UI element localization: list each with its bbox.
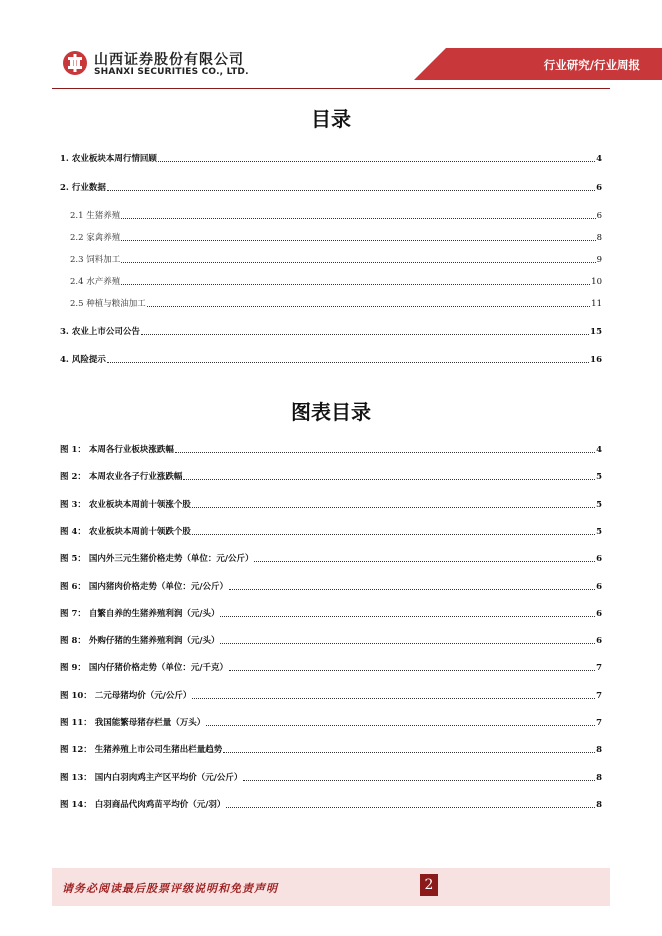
dot-leader: [183, 479, 595, 480]
dot-leader: [192, 698, 595, 699]
toc-item-page: 16: [590, 355, 602, 365]
figure-list-item[interactable]: [60, 797, 602, 811]
figure-list-item[interactable]: [60, 606, 602, 620]
toc-item[interactable]: [70, 208, 602, 222]
figure-list-item[interactable]: [60, 469, 602, 483]
company-name-cn: 山西证券股份有限公司: [94, 52, 244, 68]
figure-item-label: 图 13： 国内白羽肉鸡主产区平均价（元/公斤）: [60, 772, 243, 783]
figure-item-label: 图 10： 二元母猪均价（元/公斤）: [60, 690, 192, 701]
dot-leader: [192, 534, 595, 535]
figure-item-label: 图 7： 自繁自养的生猪养殖利润（元/头）: [60, 608, 220, 619]
figure-item-label: 图 14： 白羽商品代肉鸡苗平均价（元/羽）: [60, 799, 226, 810]
dot-leader: [220, 643, 595, 644]
toc-item-label: 3. 农业上市公司公告: [60, 327, 140, 337]
figure-list-item[interactable]: [60, 442, 602, 456]
dot-leader: [121, 240, 595, 241]
figure-item-page: 5: [596, 499, 602, 510]
figure-item-label: 图 8： 外购仔猪的生猪养殖利润（元/头）: [60, 636, 220, 647]
toc-item[interactable]: [70, 274, 602, 288]
page-number: 2: [420, 874, 438, 896]
figure-item-page: 8: [596, 772, 602, 783]
dot-leader: [223, 752, 595, 753]
toc-item-label: 2. 行业数据: [60, 183, 106, 193]
dot-leader: [206, 725, 595, 726]
dot-leader: [121, 262, 595, 263]
toc-item-page: 9: [596, 255, 602, 265]
dot-leader: [107, 190, 595, 191]
figure-item-page: 6: [596, 608, 602, 619]
toc-title: 目录: [311, 107, 351, 131]
figure-item-page: 8: [596, 799, 602, 810]
toc-item[interactable]: [60, 352, 602, 366]
toc-item-page: 6: [596, 183, 602, 193]
figure-item-page: 4: [596, 445, 602, 455]
toc-item[interactable]: [60, 324, 602, 338]
figure-list-item[interactable]: [60, 551, 602, 565]
figure-item-label: 图 5： 国内外三元生猪价格走势（单位：元/公斤）: [60, 554, 254, 565]
dot-leader: [107, 362, 589, 363]
toc-item-label: 2.2 家禽养殖: [70, 233, 121, 243]
figure-item-label: 图 6： 国内猪肉价格走势（单位：元/公斤）: [60, 581, 228, 592]
toc-item[interactable]: [70, 230, 602, 244]
figure-item-page: 7: [596, 690, 602, 701]
figure-item-page: 6: [596, 636, 602, 647]
figure-item-page: 5: [596, 526, 602, 537]
company-logo-icon: [62, 50, 88, 76]
figure-list-item[interactable]: [60, 715, 602, 729]
toc-item-page: 4: [596, 154, 602, 164]
dot-leader: [141, 334, 589, 335]
toc-item-label: 2.5 种植与粮油加工: [70, 299, 146, 309]
figure-list-item[interactable]: [60, 688, 602, 702]
dot-leader: [220, 616, 595, 617]
figure-item-page: 5: [596, 472, 602, 483]
toc-item[interactable]: [70, 252, 602, 266]
figure-item-label: 图 3： 农业板块本周前十领涨个股: [60, 499, 191, 510]
dot-leader: [254, 561, 595, 562]
toc-item-label: 1. 农业板块本周行情回顾: [60, 154, 157, 164]
dot-leader: [226, 807, 595, 808]
dot-leader: [121, 284, 590, 285]
figure-item-label: 图 4： 农业板块本周前十领跌个股: [60, 526, 191, 537]
figure-list-item[interactable]: [60, 770, 602, 784]
toc-item[interactable]: [70, 296, 602, 310]
figure-item-page: 6: [596, 581, 602, 592]
figure-item-label: 图 2： 本周农业各子行业涨跌幅: [60, 472, 183, 483]
toc-item-label: 2.3 饲料加工: [70, 255, 121, 265]
figure-item-page: 7: [596, 663, 602, 674]
figure-item-page: 7: [596, 718, 602, 728]
figure-list-item[interactable]: [60, 497, 602, 511]
figure-list-item[interactable]: [60, 660, 602, 674]
figure-list-item[interactable]: [60, 742, 602, 756]
company-name-en: SHANXI SECURITIES CO., LTD.: [94, 67, 249, 77]
toc-item-label: 2.1 生猪养殖: [70, 211, 121, 221]
dot-leader: [229, 589, 595, 590]
toc-item-page: 6: [596, 211, 602, 221]
dot-leader: [158, 161, 595, 162]
toc-item[interactable]: [60, 180, 602, 194]
figure-list-title: 图表目录: [291, 400, 371, 424]
figure-list-item[interactable]: [60, 524, 602, 538]
toc-item-page: 15: [590, 327, 602, 337]
page-header: [0, 0, 662, 96]
report-type-label: 行业研究/行业周报: [543, 58, 640, 72]
figure-item-label: 图 12： 生猪养殖上市公司生猪出栏量趋势: [60, 745, 223, 756]
dot-leader: [121, 218, 595, 219]
footer-disclaimer: 请务必阅读最后股票评级说明和免责声明: [62, 882, 278, 895]
dot-leader: [147, 306, 590, 307]
figure-item-page: 8: [596, 745, 602, 756]
dot-leader: [192, 507, 595, 508]
figure-item-label: 图 9： 国内仔猪价格走势（单位：元/千克）: [60, 663, 228, 674]
figure-item-label: 图 11： 我国能繁母猪存栏量（万头）: [60, 718, 206, 728]
figure-list-item[interactable]: [60, 633, 602, 647]
toc-item-page: 11: [591, 299, 602, 309]
figure-item-page: 6: [596, 554, 602, 565]
toc-item-page: 10: [591, 277, 602, 287]
dot-leader: [175, 452, 595, 453]
dot-leader: [243, 780, 595, 781]
figure-list-item[interactable]: [60, 579, 602, 593]
toc-item[interactable]: [60, 151, 602, 165]
header-rule: [52, 88, 610, 89]
dot-leader: [229, 670, 595, 671]
figure-item-label: 图 1： 本周各行业板块涨跌幅: [60, 445, 174, 455]
toc-item-label: 4. 风险提示: [60, 355, 106, 365]
toc-item-page: 8: [596, 233, 602, 243]
toc-item-label: 2.4 水产养殖: [70, 277, 121, 287]
